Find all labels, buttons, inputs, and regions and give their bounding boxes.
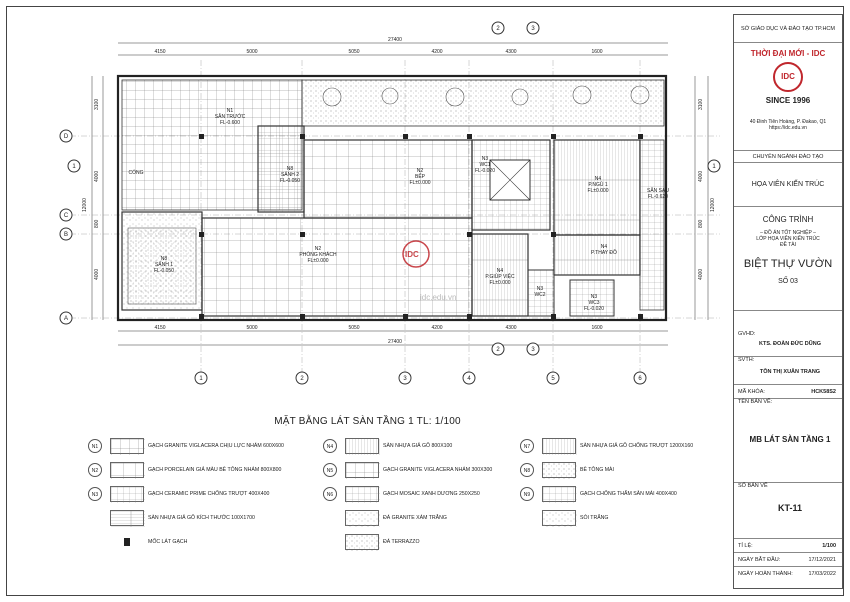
scale-label: TỈ LỆ: <box>738 543 753 549</box>
grid-col-label: 3 <box>403 376 407 382</box>
dim-bottom: 5000 <box>246 325 258 331</box>
grid-row-label: A <box>63 316 69 322</box>
room-label: FL±0.000 <box>307 258 329 264</box>
watermark-text: idc.edu.vn <box>420 293 457 302</box>
title-block <box>733 14 843 589</box>
dim-bottom: 4300 <box>505 325 517 331</box>
course-label: MÃ KHÓA: <box>738 389 765 395</box>
svg-text:2: 2 <box>496 26 500 32</box>
room-label: FL-0.620 <box>647 194 669 200</box>
dimension-top <box>118 43 668 55</box>
dim-bottom: 5050 <box>348 325 360 331</box>
legend-text: GẠCH CERAMIC PRIME CHỐNG TRƯỢT 400X400 <box>148 491 270 497</box>
dim-top: 5050 <box>348 49 360 55</box>
room-label: PHÒNG KHÁCH <box>299 252 337 258</box>
room-label: P.THAY ĐỒ <box>591 250 617 256</box>
legend-swatch <box>110 534 144 550</box>
dim-left-total: 12000 <box>82 198 88 212</box>
room-label: SẢNH 1 <box>154 262 174 268</box>
program: HỌA VIÊN KIẾN TRÚC <box>734 163 842 207</box>
room-label: FL-0.050 <box>279 178 301 184</box>
sheet-label: SỐ BẢN VẼ <box>738 483 768 489</box>
legend-text: GẠCH CHỐNG THẤM SÂN MÁI 400X400 <box>580 491 677 497</box>
grid-row-label: D <box>63 134 69 140</box>
end-date: 17/03/2022 <box>808 571 836 577</box>
dim-right-total: 12000 <box>710 198 716 212</box>
room-label: P.GIÚP VIỆC <box>485 274 515 280</box>
svth: TÔN THỊ XUÂN TRANG <box>759 369 821 375</box>
topic-number: SỐ 03 <box>778 278 798 285</box>
program-label: CHUYÊN NGÀNH ĐÀO TẠO <box>734 151 842 163</box>
svg-text:3: 3 <box>531 26 535 32</box>
room-label: SÂN SAU <box>647 188 669 194</box>
brand-name: THỜI ĐẠI MỚI - IDC <box>750 49 826 58</box>
room-label: N8 <box>160 256 168 262</box>
legend-text: ĐÁ GRANITE XÁM TRẮNG <box>383 515 447 521</box>
legend-text: SÀN NHỰA GIẢ GỖ CHỐNG TRƯỢT 1200X160 <box>580 443 694 449</box>
course: HCK58S2 <box>811 389 836 395</box>
svg-text:3: 3 <box>531 347 535 353</box>
garden-top <box>302 80 664 126</box>
legend-swatch <box>345 486 379 502</box>
dim-right: 3100 <box>698 98 704 110</box>
dim-total: 27400 <box>388 339 402 345</box>
room-label: FL±0.000 <box>409 180 431 186</box>
start-date: 17/12/2021 <box>808 557 836 563</box>
dim-bottom: 4150 <box>154 325 166 331</box>
legend-text: SỎI TRẮNG <box>580 515 609 521</box>
drawing-name: MB LÁT SÀN TẦNG 1 <box>749 435 831 444</box>
legend-text: ĐÁ TERRAZZO <box>383 539 420 545</box>
gvhd: KTS. ĐOÀN ĐỨC DŨNG <box>758 341 821 347</box>
legend-swatch <box>110 486 144 502</box>
dept-label: SỞ GIÁO DỤC VÀ ĐÀO TẠO TP.HCM <box>734 15 842 43</box>
room-label: FL-0.600 <box>219 120 241 126</box>
dim-bottom: 4200 <box>431 325 443 331</box>
room-label: N1 <box>226 108 234 114</box>
grid-row-label: C <box>63 213 69 219</box>
room-label: WC3 <box>588 300 600 306</box>
svg-text:1: 1 <box>712 164 716 170</box>
dim-right: 4000 <box>698 170 704 182</box>
dim-left: 4000 <box>94 268 100 280</box>
since-label: SINCE 1996 <box>765 96 811 105</box>
topic: BIỆT THỰ VƯỜN <box>743 258 833 270</box>
dim-top: 5000 <box>246 49 258 55</box>
legend-text: GẠCH PORCELAIN GIẢ MÀU BÊ TÔNG NHÁM 800X800 <box>148 467 282 473</box>
room-label: N3 <box>536 286 544 292</box>
legend-swatch <box>345 438 379 454</box>
idc-logo: IDC <box>773 62 803 92</box>
room-sanh-2 <box>258 126 304 212</box>
legend-text: GẠCH GRANITE VIGLACERA CHỊU LỰC NHÁM 600X600 <box>148 443 284 449</box>
website[interactable]: https://idc.edu.vn <box>769 125 807 131</box>
legend-code: N8 <box>520 463 534 477</box>
svg-text:1: 1 <box>72 164 76 170</box>
room-label: N4 <box>600 244 608 250</box>
legend-text: BÊ TÔNG MÀI <box>580 467 614 473</box>
legend-code: N7 <box>520 439 534 453</box>
legend-swatch <box>110 462 144 478</box>
dim-left: 4000 <box>94 170 100 182</box>
svth-label: SVTH: <box>738 357 755 363</box>
project-sub2: LỚP HỌA VIÊN KIẾN TRÚC <box>756 236 820 242</box>
sheet-number: KT-11 <box>777 503 802 513</box>
room-label: N3 <box>481 156 489 162</box>
end-label: NGÀY HOÀN THÀNH: <box>738 571 793 577</box>
address: 40 Đinh Tiên Hoàng, P. Đakao, Q1 <box>749 119 827 125</box>
legend-swatch <box>110 438 144 454</box>
legend-text: SÀN NHỰA GIẢ GỖ 800X100 <box>383 443 453 449</box>
legend-title: MẶT BẰNG LÁT SÀN TẦNG 1 TL: 1/100 <box>274 416 461 427</box>
legend-swatch <box>542 438 576 454</box>
room-label: WC2 <box>534 292 546 298</box>
dim-total: 27400 <box>388 37 402 43</box>
topic-label: ĐỀ TÀI <box>779 242 797 248</box>
legend-swatch <box>542 462 576 478</box>
dim-bottom: 1600 <box>591 325 603 331</box>
room-label: P.NGỦ 1 <box>588 182 608 188</box>
room-san-sau <box>640 140 664 310</box>
legend-code: N1 <box>88 439 102 453</box>
dim-top: 4300 <box>505 49 517 55</box>
room-label: FL±0.000 <box>587 188 609 194</box>
project-sub1: – ĐỒ ÁN TỐT NGHIỆP – <box>760 230 816 236</box>
grid-col-label: 5 <box>551 376 555 382</box>
room-bep <box>304 140 472 218</box>
grid-col-label: 6 <box>638 376 642 382</box>
grid-row-label: B <box>63 232 69 238</box>
dim-right: 800 <box>698 219 704 228</box>
room-label: N2 <box>416 168 424 174</box>
grid-col-label: 1 <box>199 376 203 382</box>
room-label: SÂN TRƯỚC <box>214 114 246 120</box>
room-label: SẢNH 2 <box>280 172 300 178</box>
legend-swatch <box>345 462 379 478</box>
room-label: N2 <box>314 246 322 252</box>
room-label: FL-0.020 <box>474 168 496 174</box>
legend-swatch <box>345 534 379 550</box>
grid-col-label: 4 <box>467 376 471 382</box>
room-label: N3 <box>590 294 598 300</box>
legend-swatch <box>345 510 379 526</box>
dim-left: 800 <box>94 219 100 228</box>
room-label: FL-0.050 <box>153 268 175 274</box>
room-label: N4 <box>594 176 602 182</box>
scale: 1/100 <box>822 543 836 549</box>
legend-code: N4 <box>323 439 337 453</box>
legend-code: N6 <box>323 487 337 501</box>
legend-code: N3 <box>88 487 102 501</box>
svg-text:2: 2 <box>496 347 500 353</box>
room-label: WC1 <box>479 162 491 168</box>
start-label: NGÀY BẮT ĐẦU: <box>738 557 781 563</box>
legend-text: SÀN NHỰA GIẢ GỖ KÍCH THƯỚC 100X1700 <box>148 515 255 521</box>
legend-text: GẠCH MOSAIC XANH DƯƠNG 250X250 <box>383 491 480 497</box>
legend-code: N9 <box>520 487 534 501</box>
gvhd-label: GVHD: <box>738 331 756 337</box>
room-label: BẾP <box>414 174 426 180</box>
dim-top: 4150 <box>154 49 166 55</box>
room-label: CỔNG <box>128 170 144 176</box>
project-label: CÔNG TRÌNH <box>762 215 814 224</box>
room-label: FL-0.020 <box>583 306 605 312</box>
room-label: FL±0.000 <box>489 280 511 286</box>
grid-col-label: 2 <box>300 376 304 382</box>
svg-text:IDC: IDC <box>405 250 419 259</box>
legend-text: MỐC LÁT GẠCH <box>148 539 188 545</box>
legend-swatch <box>542 486 576 502</box>
dim-left: 3100 <box>94 98 100 110</box>
legend-code: N5 <box>323 463 337 477</box>
dim-top: 1600 <box>591 49 603 55</box>
drawing-label: TÊN BẢN VẼ: <box>738 399 773 405</box>
legend-swatch <box>542 510 576 526</box>
dim-top: 4200 <box>431 49 443 55</box>
room-label: N4 <box>496 268 504 274</box>
dim-right: 4000 <box>698 268 704 280</box>
legend-text: GẠCH GRANITE VIGLACERA NHÁM 300X300 <box>383 467 493 473</box>
legend-code: N2 <box>88 463 102 477</box>
legend-swatch <box>110 510 144 526</box>
room-label: N8 <box>286 166 294 172</box>
